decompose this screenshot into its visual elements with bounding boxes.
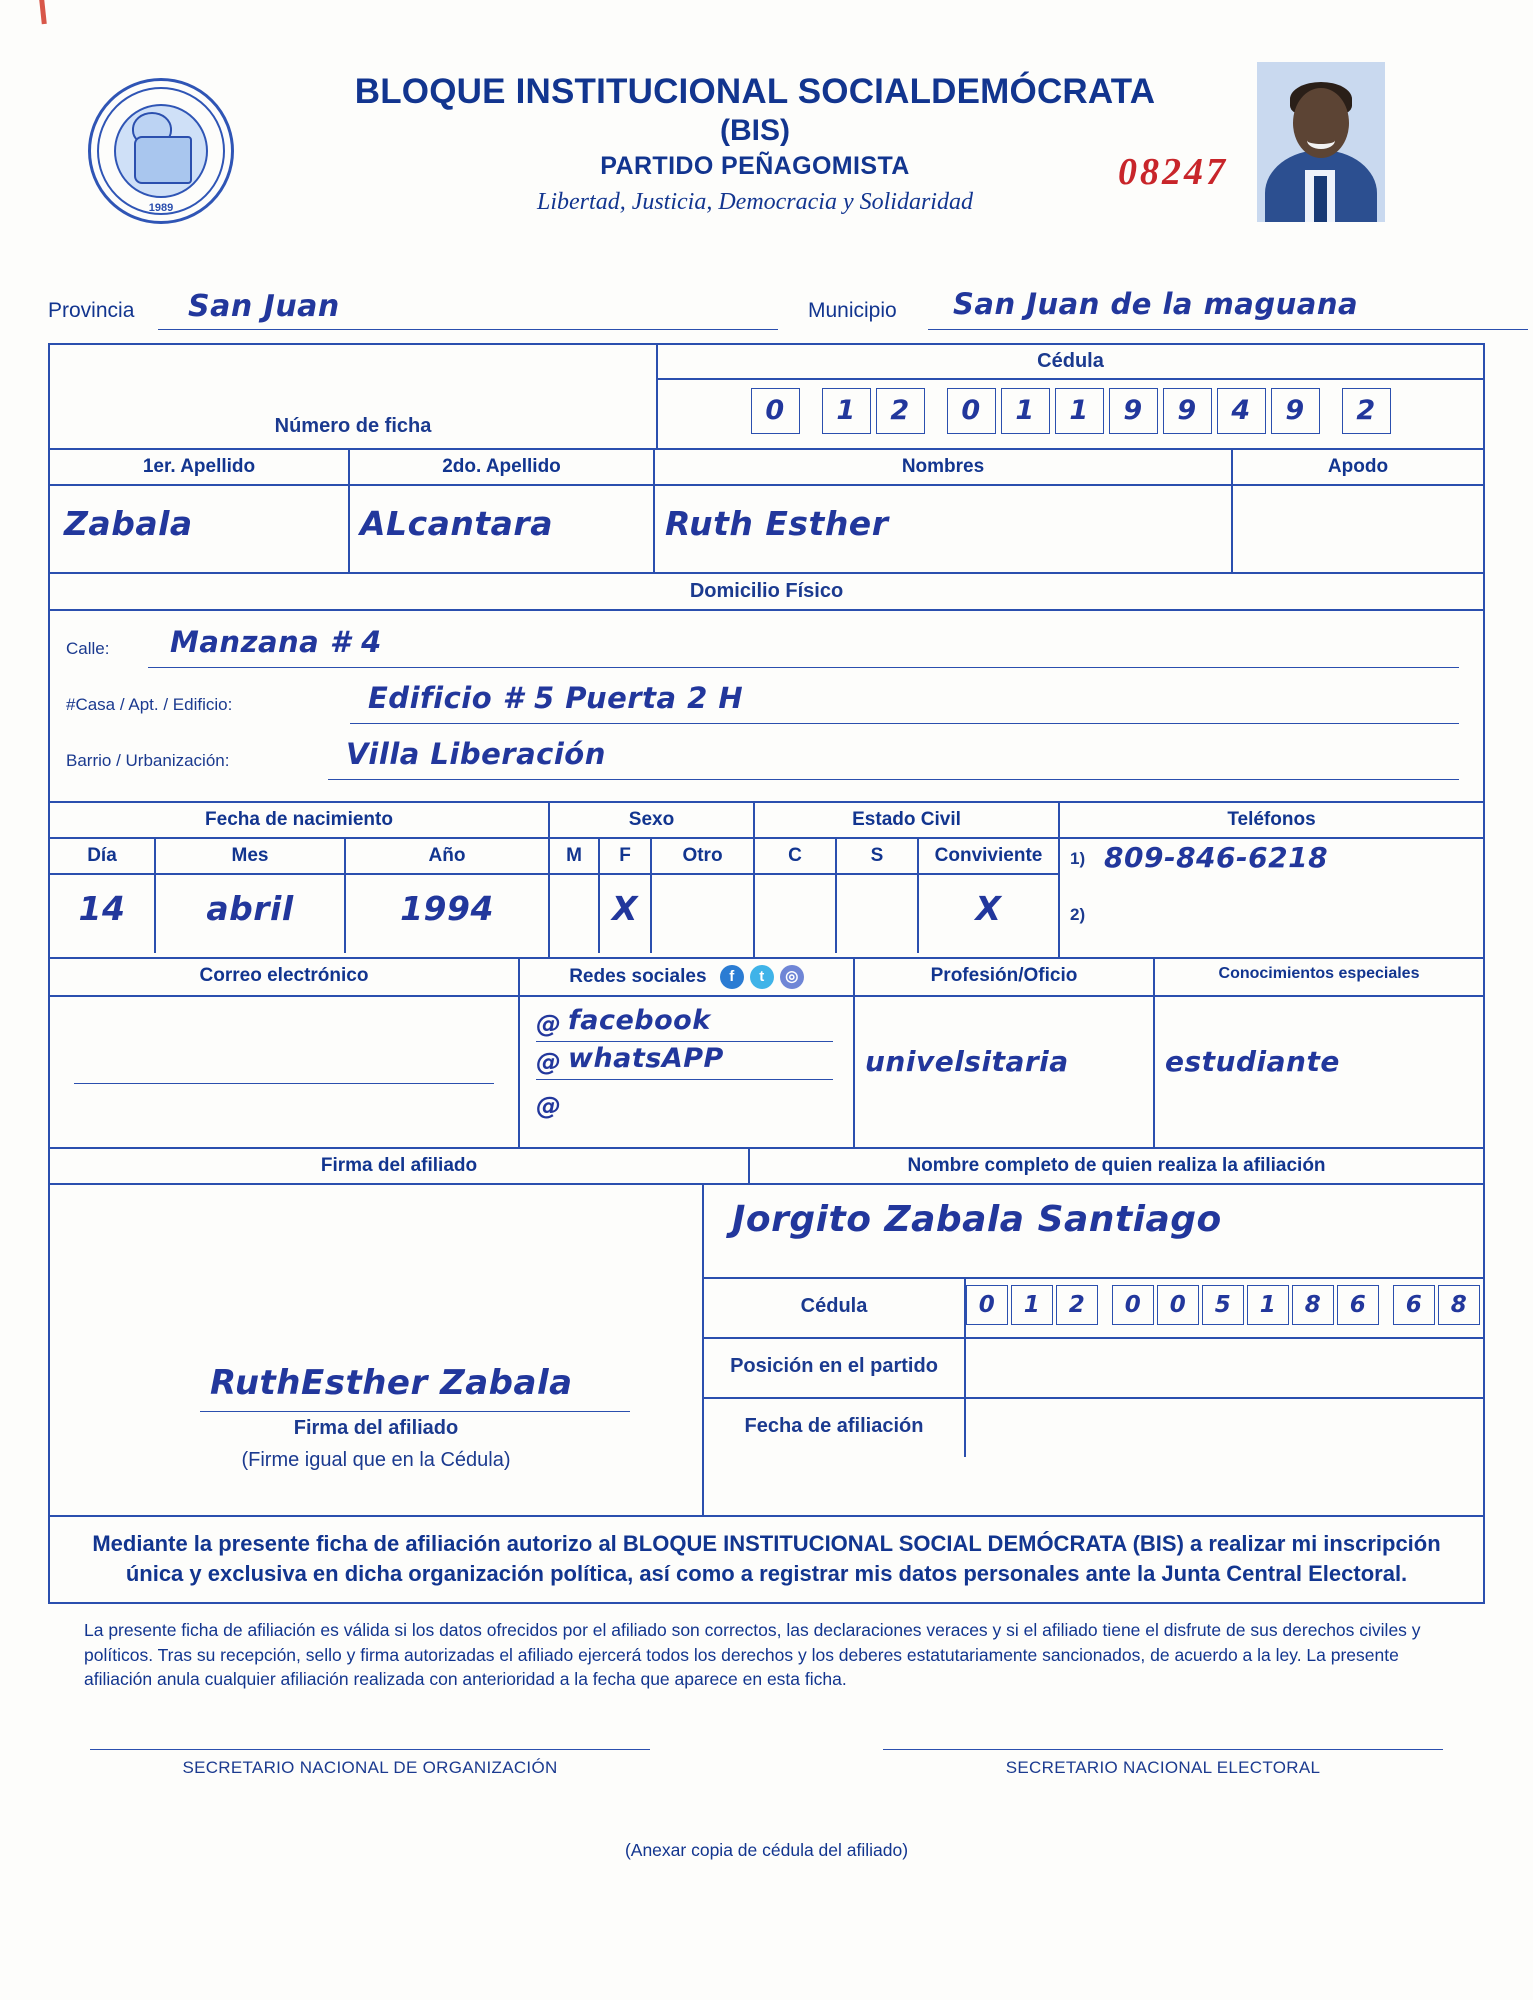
domicilio-body-row [50,611,1483,803]
red-social-2[interactable] [520,1041,853,1085]
location-row [48,285,1485,343]
secretario-organizacion-block [90,1748,650,1778]
cedula-digit[interactable]: 1 [1055,388,1104,434]
signature-header-row [50,1149,1483,1185]
estado-conviviente-value[interactable]: X [975,889,1002,928]
estado-civil-group [755,803,1060,957]
municipio-rule [928,329,1528,330]
apodo-value[interactable] [1233,486,1483,572]
fecha-nacimiento-group [50,803,550,957]
cedula-digit[interactable]: 9 [1109,388,1158,434]
municipio-value[interactable]: San Juan de la maguana [953,287,1359,321]
afiliador-cedula-digit[interactable]: 0 [1157,1285,1199,1325]
red-social-1-value[interactable]: facebook [568,1005,711,1036]
afiliador-cedula-boxes[interactable] [966,1279,1483,1337]
conocimientos-label: Conocimientos especiales [1218,965,1420,982]
red-social-2-value[interactable]: whatsAPP [568,1043,724,1074]
names-header-row [50,450,1483,486]
afiliador-cedula-label: Cédula [704,1279,966,1337]
afiliador-cedula-digit[interactable]: 0 [966,1285,1008,1325]
cedula-digit[interactable]: 9 [1271,388,1320,434]
personal-data-row [50,803,1483,959]
estado-conviviente-label: Conviviente [934,845,1043,866]
at-symbol: @ [536,1047,562,1076]
dia-label: Día [50,839,156,873]
posicion-row [704,1339,1483,1399]
secretario-electoral-block [883,1748,1443,1778]
afiliador-cedula-digit[interactable]: 1 [1011,1285,1053,1325]
dia-value[interactable]: 14 [50,875,156,953]
nombres-value[interactable]: Ruth Esther [655,486,1233,572]
form-header [0,0,1533,285]
barrio-label: Barrio / Urbanización: [66,751,230,770]
sexo-label: Sexo [628,809,675,830]
apellido1-header: 1er. Apellido [50,450,350,484]
afiliador-cedula-digit[interactable]: 6 [1337,1285,1379,1325]
cedula-label: Cédula [658,345,1483,380]
apodo-header: Apodo [1327,456,1389,477]
sexo-otro-label: Otro [682,845,723,866]
firma-caption-2: (Firme igual que en la Cédula) [241,1449,511,1471]
estado-c-value[interactable] [755,875,837,953]
cedula-digit[interactable]: 2 [1342,388,1391,434]
fecha-afiliacion-row [704,1399,1483,1457]
afiliador-name-value[interactable]: Jorgito Zabala Santiago [732,1199,1222,1240]
official-signatures [90,1748,1443,1828]
profesion-cell[interactable] [855,997,1155,1147]
party-subtitle: PARTIDO PEÑAGOMISTA [600,152,910,180]
afiliador-cedula-digit[interactable]: 6 [1393,1285,1435,1325]
firma-afiliado-header: Firma del afiliado [50,1149,750,1183]
cedula-digit[interactable]: 0 [947,388,996,434]
cedula-digit[interactable]: 4 [1217,388,1266,434]
ano-label: Año [428,845,466,866]
posicion-label: Posición en el partido [704,1339,966,1397]
sexo-m-label: M [550,839,600,873]
domicilio-title: Domicilio Físico [689,580,844,602]
nombres-header: Nombres [655,450,1233,484]
contact-header-row [50,959,1483,997]
anexar-note: (Anexar copia de cédula del afiliado) [624,1839,909,1860]
correo-label: Correo electrónico [50,959,520,995]
calle-line [50,623,1483,679]
firma-afiliado-signature[interactable]: RuthEsther Zabala [210,1363,573,1403]
secretario-electoral-label: SECRETARIO NACIONAL ELECTORAL [1005,1757,1321,1777]
telefono-1-value[interactable]: 809-846-6218 [1104,841,1329,874]
secretario-organizacion-label: SECRETARIO NACIONAL DE ORGANIZACIÓN [182,1757,558,1777]
cedula-digit[interactable]: 1 [1001,388,1050,434]
telefono-1-number: 1) [1070,849,1086,868]
apellido2-header: 2do. Apellido [350,450,655,484]
cedula-boxes[interactable] [658,380,1483,444]
domicilio-fields [50,611,1483,801]
telefono-2-number: 2) [1070,905,1086,924]
estado-c-label: C [755,839,837,873]
afiliador-cedula-digit[interactable]: 2 [1056,1285,1098,1325]
leader-portrait [1257,62,1385,222]
logo-year: 1989 [148,202,174,214]
instagram-icon[interactable]: ◎ [780,965,804,989]
cedula-digit[interactable]: 1 [822,388,871,434]
cedula-cell [658,345,1483,448]
estado-s-value[interactable] [837,875,919,953]
authorization-text: Mediante la presente ficha de afiliación autorizo al BLOQUE INSTITUCIONAL SOCIAL DEMÓCRATA (BIS) a realizar mi inscripción única y exclusiva en dicha organización política, así como a registrar mis datos personales ante la Junta Central Electoral. [48,1517,1485,1604]
ficha-cedula-row [50,345,1483,450]
cedula-digit[interactable]: 2 [876,388,925,434]
sexo-otro-value[interactable] [652,875,753,953]
firma-caption-1: Firma del afiliado [293,1417,459,1439]
mes-value[interactable]: abril [156,875,346,953]
at-symbol: @ [536,1091,562,1120]
party-acronym: (BIS) [720,114,790,147]
header-titles [250,72,1260,216]
party-title: BLOQUE INSTITUCIONAL SOCIALDEMÓCRATA [354,72,1156,111]
afiliador-cedula-digit[interactable]: 0 [1112,1285,1154,1325]
posicion-value[interactable] [966,1339,1483,1397]
municipio-label: Municipio [808,299,897,322]
sexo-m-value[interactable] [550,875,600,953]
numero-ficha-label: Número de ficha [274,415,432,437]
afiliador-cell [704,1185,1483,1515]
barrio-line [50,735,1483,791]
numero-ficha-cell[interactable] [50,345,658,448]
afiliador-cedula-digit[interactable]: 1 [1247,1285,1289,1325]
cedula-digit[interactable]: 0 [751,388,800,434]
provincia-label: Provincia [48,299,135,322]
casa-label: #Casa / Apt. / Edificio: [66,695,233,714]
signature-body-row [50,1185,1483,1515]
sexo-f-label: F [600,839,652,873]
redes-sociales-text: Redes sociales [569,966,707,988]
casa-line [50,679,1483,735]
afiliador-cedula-digit[interactable]: 5 [1202,1285,1244,1325]
provincia-rule [158,329,778,330]
names-value-row [50,486,1483,574]
apellido2-value[interactable]: ALcantara [350,486,655,572]
afiliador-header: Nombre completo de quien realiza la afiliación [907,1155,1326,1176]
fineprint-text: La presente ficha de afiliación es válida si los datos ofrecidos por el afiliado son correctos, las declaraciones veraces y si el afiliado tiene el disfrute de sus derechos civiles y políticos. Tras su recepción, sello y firma autorizadas el afiliado ejercerá todos los derechos y los deberes estatutariamente sancionados, de acuerdo a la ley. La presente afiliación anula cualquier afiliación realizada con anterioridad a la fecha que aparece en esta ficha. [84,1620,1421,1690]
party-slogan: Libertad, Justicia, Democracia y Solidaridad [537,189,973,215]
fecha-nacimiento-label: Fecha de nacimiento [205,809,393,830]
afiliador-name-row[interactable] [704,1185,1483,1279]
afiliador-cedula-digit[interactable]: 8 [1292,1285,1334,1325]
at-symbol: @ [536,1009,562,1038]
facebook-icon[interactable]: f [720,965,744,989]
party-logo-icon [88,78,234,224]
profesion-value[interactable]: univelsitaria [865,1045,1069,1078]
telefonos-label: Teléfonos [1227,809,1316,830]
correo-cell[interactable] [50,997,520,1147]
numero-ficha-value[interactable] [50,345,656,407]
fecha-afiliacion-value[interactable] [966,1399,1483,1457]
redes-cell[interactable] [520,997,855,1147]
cedula-digit[interactable]: 9 [1163,388,1212,434]
twitter-icon[interactable]: t [750,965,774,989]
calle-value[interactable]: Manzana # 4 [170,625,382,659]
conocimientos-value[interactable]: estudiante [1165,1045,1340,1078]
telefonos-group [1060,803,1483,957]
provincia-value[interactable]: San Juan [188,289,340,324]
firma-afiliado-cell[interactable] [50,1185,704,1515]
redes-sociales-label [520,959,855,995]
mes-label: Mes [156,839,346,873]
estado-s-label: S [837,839,919,873]
conocimientos-cell[interactable] [1155,997,1483,1147]
calle-label: Calle: [66,639,110,658]
domicilio-title-row [50,574,1483,611]
sexo-group [550,803,755,957]
estado-civil-label: Estado Civil [852,809,961,830]
red-social-3[interactable] [520,1085,853,1129]
apellido1-value[interactable]: Zabala [50,486,350,572]
afiliador-cedula-row [704,1279,1483,1339]
contact-value-row [50,997,1483,1149]
sexo-f-value[interactable]: X [600,875,652,953]
profesion-label: Profesión/Oficio [855,959,1155,995]
casa-value[interactable]: Edificio # 5 Puerta 2 H [368,681,744,715]
afiliador-cedula-digit[interactable]: 8 [1438,1285,1480,1325]
fecha-afiliacion-label: Fecha de afiliación [704,1399,966,1457]
barrio-value[interactable]: Villa Liberación [346,737,606,771]
form-table [48,343,1485,1517]
folio-number: 08247 [1118,151,1228,193]
ano-value[interactable]: 1994 [400,889,494,928]
